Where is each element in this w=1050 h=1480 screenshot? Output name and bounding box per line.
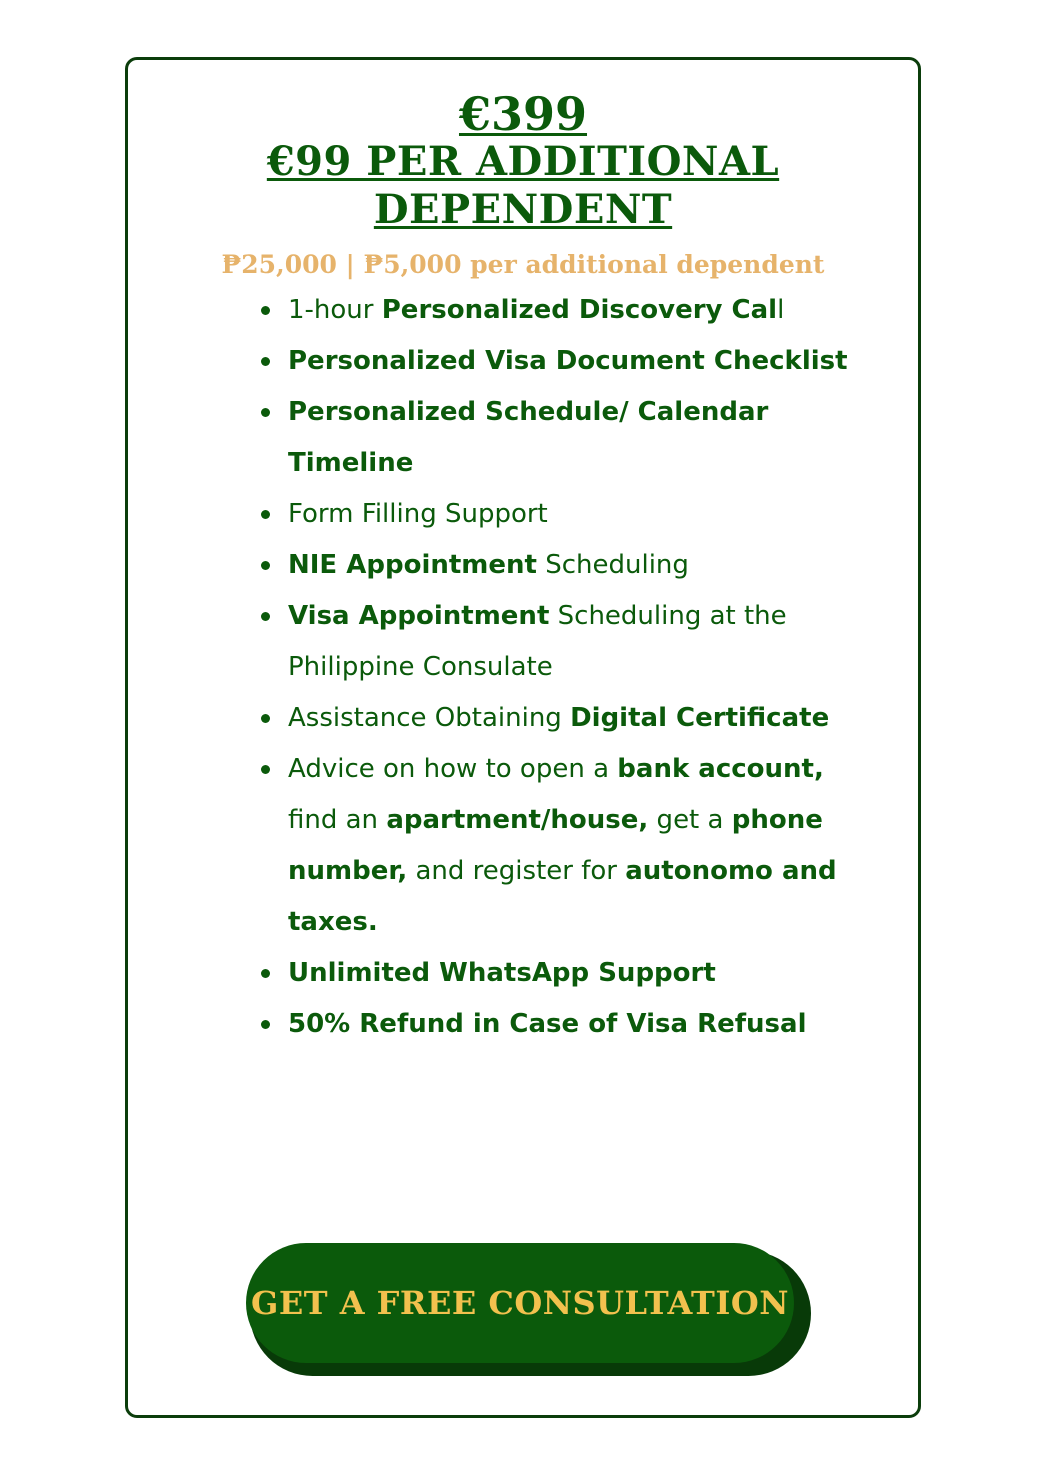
- feature-list: [260, 285, 848, 1050]
- feature-text-bold: Personalized Schedule/ Calendar Timeline: [288, 397, 769, 478]
- feature-text: and register for: [407, 856, 626, 886]
- feature-text: l: [777, 295, 785, 325]
- feature-text-bold: bank account,: [617, 754, 824, 784]
- feature-text-bold: 50% Refund in Case of Visa Refusal: [288, 1009, 807, 1039]
- free-consultation-button[interactable]: GET A FREE CONSULTATION: [246, 1243, 794, 1363]
- feature-item: [288, 948, 848, 999]
- main-price: €399: [458, 87, 588, 141]
- additional-dependent-price-line1: €99 PER ADDITIONAL: [266, 138, 780, 185]
- feature-text: Assistance Obtaining: [288, 703, 571, 733]
- feature-text-bold: Personalized Discovery Cal: [381, 295, 778, 325]
- feature-text: Scheduling at the Philippine Consulate: [288, 601, 787, 682]
- feature-item: [288, 387, 848, 489]
- feature-text-bold: autonomo and taxes.: [288, 856, 837, 937]
- feature-text-bold: Visa Appointment: [288, 601, 550, 631]
- feature-text-bold: Digital Certificate: [570, 703, 830, 733]
- feature-item: [288, 999, 848, 1050]
- pricing-card: [125, 57, 921, 1418]
- bullet-icon: [261, 612, 270, 621]
- bullet-icon: [261, 306, 270, 315]
- feature-text-bold: apartment/house,: [386, 805, 649, 835]
- feature-item: [288, 591, 848, 693]
- feature-item: [288, 336, 848, 387]
- feature-item: [288, 540, 848, 591]
- bullet-icon: [261, 408, 270, 417]
- feature-text: Scheduling: [536, 550, 689, 580]
- price-heading: [128, 87, 918, 234]
- additional-dependent-price-line2: DEPENDENT: [373, 186, 673, 233]
- feature-item: [288, 744, 848, 948]
- feature-text: Advice on how to open a: [288, 754, 618, 784]
- bullet-icon: [261, 1020, 270, 1029]
- bullet-icon: [261, 969, 270, 978]
- feature-item: [288, 489, 848, 540]
- feature-item: [288, 285, 848, 336]
- bullet-icon: [261, 714, 270, 723]
- feature-text: get a: [648, 805, 732, 835]
- bullet-icon: [261, 357, 270, 366]
- feature-text-bold: Unlimited WhatsApp Support: [288, 958, 716, 988]
- bullet-icon: [261, 510, 270, 519]
- cta-container: [246, 1243, 811, 1376]
- feature-text-bold: NIE Appointment: [288, 550, 537, 580]
- feature-item: [288, 693, 848, 744]
- bullet-icon: [261, 561, 270, 570]
- feature-text: find an: [288, 805, 387, 835]
- bullet-icon: [261, 765, 270, 774]
- feature-text-bold: Personalized Visa Document Checklist: [288, 346, 848, 376]
- peso-price: ₱25,000 | ₱5,000 per additional dependent: [221, 250, 825, 279]
- feature-text: 1-hour: [288, 295, 382, 325]
- feature-text: Form Filling Support: [288, 499, 548, 529]
- feature-text-bold: phone number,: [288, 805, 823, 886]
